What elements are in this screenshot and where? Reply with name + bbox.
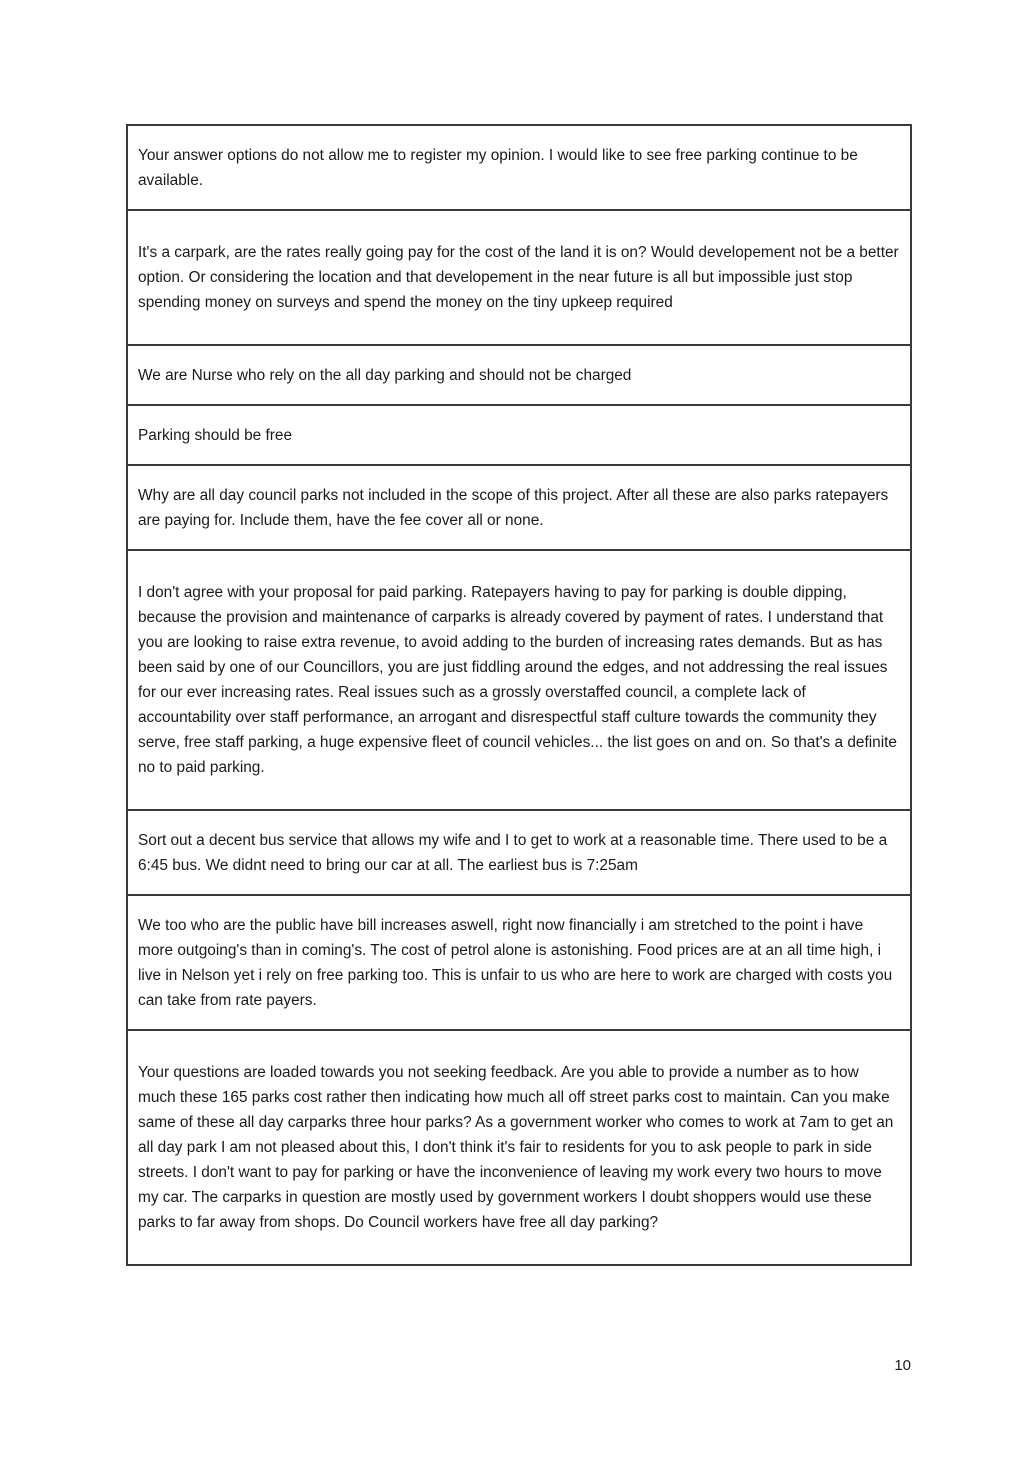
table-row <box>127 1030 911 1265</box>
response-cell: Your questions are loaded towards you not seeking feedback. Are you able to provide a number as to how much these 165 parks cost rather then indicating how much all off street parks cost to maintain. Can you make same of these all day carparks three hour parks? As a government worker who comes to work at 7am to get an all day park I am not pleased about this, I don't think it's fair to residents for you to ask people to park in side streets. I don't want to pay for parking or have the inconvenience of leaving my work every two hours to move my car. The carparks in question are mostly used by government workers I doubt shoppers would use these parks to far away from shops. Do Council workers have free all day parking? <box>127 1030 911 1265</box>
feedback-responses-table <box>126 124 912 1266</box>
table-row <box>127 465 911 550</box>
table-row <box>127 405 911 465</box>
table-row <box>127 345 911 405</box>
table-row <box>127 125 911 210</box>
table-row <box>127 210 911 345</box>
response-cell: It's a carpark, are the rates really going pay for the cost of the land it is on? Would developement not be a better option. Or considering the location and that developement in the near future is all but impossible just stop spending money on surveys and spend the money on the tiny upkeep required <box>127 210 911 345</box>
response-cell: I don't agree with your proposal for paid parking. Ratepayers having to pay for parking is double dipping, because the provision and maintenance of carparks is already covered by payment of rates. I understand that you are looking to raise extra revenue, to avoid adding to the burden of increasing rates demands. But as has been said by one of our Councillors, you are just fiddling around the edges, and not addressing the real issues for our ever increasing rates. Real issues such as a grossly overstaffed council, a complete lack of accountability over staff performance, an arrogant and disrespectful staff culture towards the community they serve, free staff parking, a huge expensive fleet of council vehicles... the list goes on and on. So that's a definite no to paid parking. <box>127 550 911 810</box>
page-number: 10 <box>894 1357 911 1374</box>
table-row <box>127 550 911 810</box>
response-cell: Sort out a decent bus service that allows my wife and I to get to work at a reasonable time. There used to be a 6:45 bus. We didnt need to bring our car at all. The earliest bus is 7:25am <box>127 810 911 895</box>
response-cell: We are Nurse who rely on the all day parking and should not be charged <box>127 345 911 405</box>
response-cell: Parking should be free <box>127 405 911 465</box>
table-row <box>127 895 911 1030</box>
response-cell: Your answer options do not allow me to register my opinion. I would like to see free parking continue to be available. <box>127 125 911 210</box>
response-cell: Why are all day council parks not included in the scope of this project. After all these are also parks ratepayers are paying for. Include them, have the fee cover all or none. <box>127 465 911 550</box>
table-row <box>127 810 911 895</box>
response-cell: We too who are the public have bill increases aswell, right now financially i am stretched to the point i have more outgoing's than in coming's. The cost of petrol alone is astonishing. Food prices are at an all time high, i live in Nelson yet i rely on free parking too. This is unfair to us who are here to work are charged with costs you can take from rate payers. <box>127 895 911 1030</box>
